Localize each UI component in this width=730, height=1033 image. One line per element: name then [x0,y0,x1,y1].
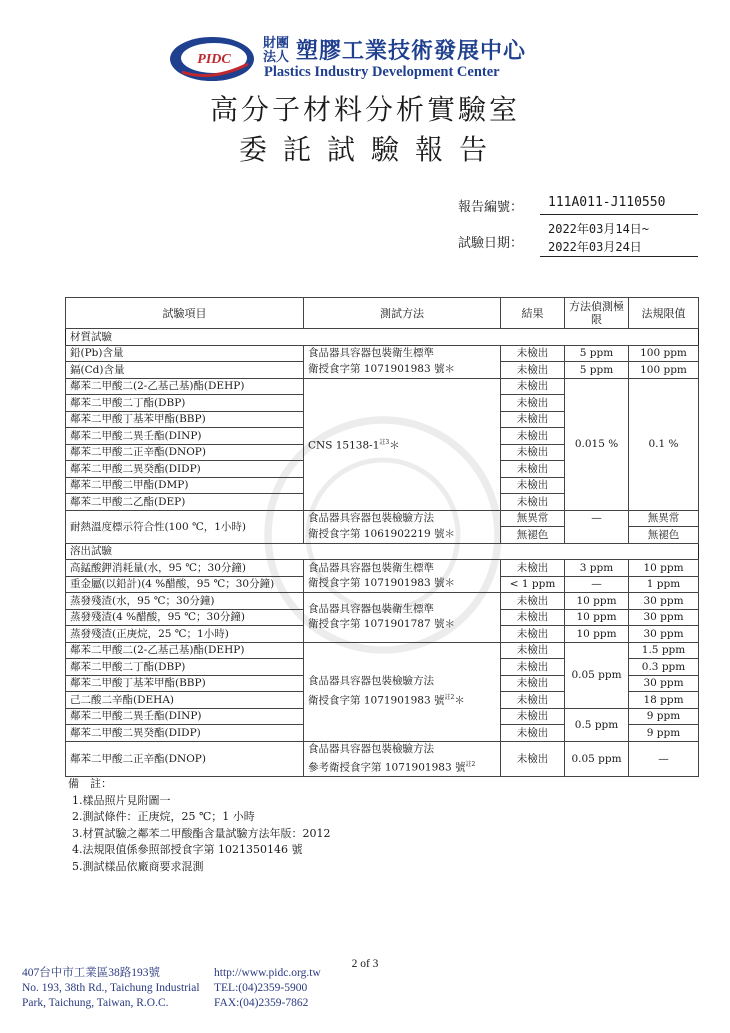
method-line: 衛授食字第 1071901787 號＊ [308,618,455,631]
note-item: 3.材質試驗之鄰苯二甲酸酯含量試驗方法年版：2012 [72,826,331,840]
cell-result: 未檢出 [501,741,565,777]
method-line: 衛授食字第 1071901983 號＊ [308,577,455,589]
cell-limit: 1 ppm [629,576,699,593]
cell-limit: 18 ppm [629,692,699,709]
cell-limit: 100 ppm [629,362,699,379]
col-result: 結果 [501,298,565,329]
cell-item: 鄰苯二甲酸二異壬酯(DINP) [66,708,304,725]
cell-result: < 1 ppm [501,576,565,593]
cell-limit: 0.3 ppm [629,659,699,676]
cell-item: 鄰苯二甲酸二正辛酯(DNOP) [66,444,304,461]
footnote-ref: 註2 [465,761,476,768]
table-header [66,298,699,329]
cell-method [304,560,501,593]
cell-item: 重金屬(以鉛計)(4 %醋酸，95 ℃；30分鐘) [66,576,304,593]
date-from: 2022年03月14日~ [548,222,650,236]
cell-mdl: 0.015 % [565,378,629,510]
cell-result: 未檢出 [501,609,565,626]
table-row [66,642,699,659]
cell-method [304,642,501,741]
lab-name: 高分子材料分析實驗室 [209,93,520,126]
cell-mdl: 3 ppm [565,560,629,577]
method-line: 參考衛授食字第 1071901983 號 [308,761,466,774]
method-line: 食品器具容器包裝衛生標準 [308,561,434,574]
cell-item: 鄰苯二甲酸二乙酯(DEP) [66,494,304,511]
date-label: 試驗日期： [458,236,524,251]
footnote-ref: 註3 [379,438,390,446]
cell-limit: 9 ppm [629,708,699,725]
col-limit: 法規限值 [629,298,699,329]
cell-limit: 1.5 ppm [629,642,699,659]
notes-title: 備 註： [68,777,112,790]
cell-mdl: — [565,510,629,543]
cell-mdl: 5 ppm [565,362,629,379]
report-no-rule [540,214,698,215]
cell-result: 未檢出 [501,411,565,428]
cell-result: 未檢出 [501,362,565,379]
method-line: 食品器具容器包裝衛生標準 [308,602,434,615]
cell-item: 鄰苯二甲酸二異癸酯(DIDP) [66,461,304,478]
cell-limit: 9 ppm [629,725,699,742]
address-en-line1: No. 193, 38th Rd., Taichung Industrial [22,982,200,994]
cell-item: 鄰苯二甲酸二異癸酯(DIDP) [66,725,304,742]
section-title-migration: 溶出試驗 [66,543,699,560]
cell-item: 己二酸二辛酯(DEHA) [66,692,304,709]
method-line: 衛授食字第 1061902219 號＊ [308,527,455,540]
note-item: 2.測試條件：正庚烷，25 ℃；1 小時 [72,810,255,823]
report-no: 111A011-J110550 [548,195,666,210]
cell-mdl: 0.05 ppm [565,642,629,708]
cell-item: 鄰苯二甲酸二丁酯(DBP) [66,659,304,676]
cell-result: 未檢出 [501,378,565,395]
cell-item: 鄰苯二甲酸丁基苯甲酯(BBP) [66,675,304,692]
cell-result: 未檢出 [501,494,565,511]
table-row [66,510,699,527]
cell-item: 耐熱溫度標示符合性(100 ℃，1小時) [66,510,304,543]
method-star: ＊ [389,439,400,452]
cell-limit: 100 ppm [629,345,699,362]
col-method: 測試方法 [304,298,501,329]
method-line: 食品器具容器包裝檢驗方法 [308,675,434,688]
cell-result: 未檢出 [501,692,565,709]
cell-item: 鉛(Pb)含量 [66,345,304,362]
cell-result: 未檢出 [501,428,565,445]
method-line: CNS 15138-1 [308,439,380,452]
results-table [65,297,699,777]
method-star: ＊ [454,694,465,707]
cell-item: 鎘(Cd)含量 [66,362,304,379]
method-line: 食品器具容器包裝檢驗方法 [308,512,434,524]
cell-mdl: 0.05 ppm [565,741,629,777]
cell-result: 未檢出 [501,642,565,659]
section-row [66,329,699,346]
cell-mdl: 0.5 ppm [565,708,629,741]
cell-method [304,378,501,510]
method-line: 食品器具容器包裝衛生標準 [308,347,434,359]
cell-result: 未檢出 [501,560,565,577]
notes [68,776,331,875]
org-type: 財團法人 [263,36,290,65]
cell-result: 未檢出 [501,593,565,610]
cell-item: 鄰苯二甲酸二(2-乙基己基)酯(DEHP) [66,642,304,659]
pidc-logo [168,34,256,84]
col-item: 試驗項目 [66,298,304,329]
cell-method [304,510,501,543]
report-title: 委託試驗報告 [238,133,503,166]
cell-result: 未檢出 [501,444,565,461]
date-to: 2022年03月24日 [548,240,642,254]
cell-result: 未檢出 [501,345,565,362]
cell-result: 無異常 [501,510,565,527]
cell-mdl: 5 ppm [565,345,629,362]
fax-number: FAX:(04)2359-7862 [214,997,309,1009]
cell-item: 鄰苯二甲酸二(2-乙基己基)酯(DEHP) [66,378,304,395]
cell-result: 未檢出 [501,477,565,494]
table-row [66,741,699,777]
table-row [66,345,699,362]
cell-item: 鄰苯二甲酸二異壬酯(DINP) [66,428,304,445]
cell-result: 未檢出 [501,675,565,692]
address-en-line2: Park, Taichung, Taiwan, R.O.C. [22,997,169,1009]
cell-limit: 10 ppm [629,560,699,577]
table-row [66,378,699,395]
cell-mdl: 10 ppm [565,626,629,643]
table-row [66,593,699,610]
col-mdl: 方法偵測極限 [565,298,629,329]
date-rule [540,256,698,257]
cell-limit: 30 ppm [629,593,699,610]
section-row [66,543,699,560]
note-item: 1.樣品照片見附圖一 [72,793,171,807]
footnote-ref: 註2 [444,693,455,701]
cell-item: 鄰苯二甲酸二正辛酯(DNOP) [66,741,304,777]
cell-item: 蒸發殘渣(水，95 ℃；30分鐘) [66,593,304,610]
method-line: 衛授食字第 1071901983 號 [308,694,445,707]
org-name-en: Plastics Industry Development Center [264,64,500,80]
cell-item: 蒸發殘渣(4 %醋酸，95 ℃；30分鐘) [66,609,304,626]
cell-result: 未檢出 [501,395,565,412]
cell-item: 蒸發殘渣(正庚烷，25 ℃；1小時) [66,626,304,643]
address-cn: 407台中市工業區38路193號 [22,967,160,979]
cell-result: 未檢出 [501,461,565,478]
cell-result: 未檢出 [501,708,565,725]
cell-method [304,741,501,777]
cell-method [304,345,501,378]
cell-mdl: 10 ppm [565,609,629,626]
footer-address [22,966,200,1011]
cell-limit: — [629,741,699,777]
cell-method [304,593,501,643]
cell-limit: 無異常 [629,510,699,527]
phone-number: TEL:(04)2359-5900 [214,982,308,994]
org-name-cn: 塑膠工業技術發展中心 [296,39,527,64]
cell-item: 鄰苯二甲酸二甲酯(DMP) [66,477,304,494]
website-link[interactable]: http://www.pidc.org.tw [214,967,321,979]
cell-result: 未檢出 [501,659,565,676]
cell-item: 鄰苯二甲酸二丁酯(DBP) [66,395,304,412]
method-line: 衛授食字第 1071901983 號＊ [308,362,455,375]
cell-mdl: 10 ppm [565,593,629,610]
cell-mdl: — [565,576,629,593]
cell-limit: 無褪色 [629,527,699,544]
section-title-material: 材質試驗 [66,329,699,346]
cell-limit: 30 ppm [629,675,699,692]
table-row [66,560,699,577]
cell-limit: 0.1 % [629,378,699,510]
note-item: 4.法規限值係參照部授食字第 1021350146 號 [72,843,303,856]
cell-limit: 30 ppm [629,609,699,626]
cell-item: 高錳酸鉀消耗量(水，95 ℃；30分鐘) [66,560,304,577]
note-item: 5.測試樣品依廠商要求混測 [72,859,204,873]
report-no-label: 報告編號： [458,200,524,215]
page-number: 2 of 3 [351,958,379,970]
cell-result: 未檢出 [501,725,565,742]
method-line: 食品器具容器包裝檢驗方法 [308,742,434,755]
cell-result: 未檢出 [501,626,565,643]
footer-contact [214,966,321,1011]
cell-item: 鄰苯二甲酸丁基苯甲酯(BBP) [66,411,304,428]
logo-text: PIDC [197,52,231,67]
cell-limit: 30 ppm [629,626,699,643]
cell-result: 無褪色 [501,527,565,544]
